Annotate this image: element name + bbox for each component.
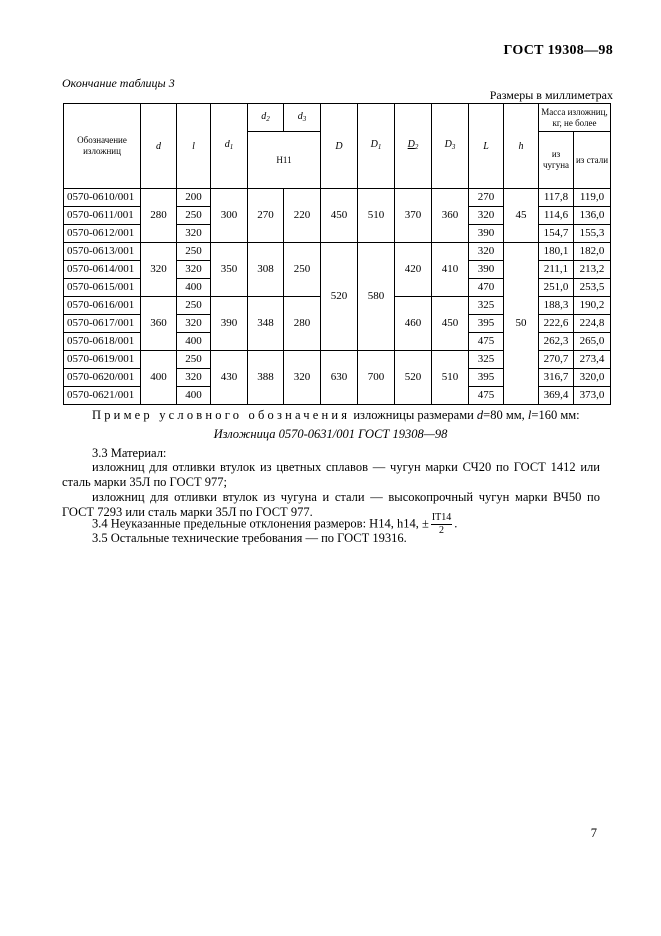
cell-d1: 390 [211,297,248,351]
cell-D2: 370 [395,189,432,243]
example-designation: Изложница 0570-0631/001 ГОСТ 19308—98 [213,427,448,441]
cell-d1: 300 [211,189,248,243]
header-mass: Масса изложниц, кг, не более [539,104,611,132]
cell-D2: 420 [395,243,432,297]
header-d2: $d_2$ [248,104,284,132]
cell-d2: 308 [248,243,284,297]
cell-h: 45 [504,189,539,243]
cell-d3: 280 [284,297,321,351]
cell-l: 250 [177,351,211,369]
section-3-3-paragraph-2: изложниц для отливки втулок из чугуна и стали — высокопрочный чугун марки ВЧ50 по ГОСТ 7293 или сталь марки 35Л по ГОСТ 977. [62,490,600,519]
cell-mass-iron: 251,0 [539,279,574,297]
cell-d3: 320 [284,351,321,405]
header-d: d [141,104,177,189]
cell-d1: 430 [211,351,248,405]
header-L: L [469,104,504,189]
cell-mass-iron: 180,1 [539,243,574,261]
example-d-symbol: d [476,408,484,422]
cell-l: 400 [177,333,211,351]
cell-h: 50 [504,243,539,405]
example-text: изложницы размерами [353,408,474,422]
standard-header: ГОСТ 19308—98 [503,43,613,58]
cell-mass-steel: 155,3 [574,225,611,243]
section-3-3-paragraph-1: изложниц для отливки втулок из цветных сплавов — чугун марки СЧ20 по ГОСТ 1412 или сталь марки 35Л по ГОСТ 977; [62,460,600,489]
fraction-numerator: IT14 [431,512,452,523]
cell-D2: 520 [395,351,432,405]
cell-mass-steel: 320,0 [574,369,611,387]
example-l-value: =160 мм: [531,408,580,422]
cell-l: 200 [177,189,211,207]
cell-code: 0570-0614/001 [64,261,141,279]
cell-code: 0570-0619/001 [64,351,141,369]
table-row [64,189,611,207]
cell-code: 0570-0610/001 [64,189,141,207]
section-3-4-end: . [454,516,458,531]
page-number: 7 [590,826,597,840]
cell-L: 470 [469,279,504,297]
cell-code: 0570-0613/001 [64,243,141,261]
cell-l: 250 [177,243,211,261]
cell-L: 395 [469,369,504,387]
table-body [64,189,611,405]
cell-mass-steel: 253,5 [574,279,611,297]
cell-d: 360 [141,297,177,351]
cell-d: 400 [141,351,177,405]
cell-code: 0570-0620/001 [64,369,141,387]
cell-l: 320 [177,315,211,333]
header-D3: $D_3$ [432,104,469,189]
cell-mass-steel: 136,0 [574,207,611,225]
header-tolerance: Н11 [248,132,321,189]
cell-D1: 580 [358,243,395,351]
cell-d: 280 [141,189,177,243]
cell-L: 270 [469,189,504,207]
cell-code: 0570-0615/001 [64,279,141,297]
cell-mass-iron: 222,6 [539,315,574,333]
cell-mass-steel: 265,0 [574,333,611,351]
cell-l: 400 [177,387,211,405]
cell-D: 450 [321,189,358,243]
cell-mass-iron: 154,7 [539,225,574,243]
cell-mass-iron: 117,8 [539,189,574,207]
cell-code: 0570-0611/001 [64,207,141,225]
cell-code: 0570-0618/001 [64,333,141,351]
cell-d2: 388 [248,351,284,405]
cell-L: 475 [469,387,504,405]
cell-code: 0570-0621/001 [64,387,141,405]
example-l-symbol: l [527,408,532,422]
cell-code: 0570-0616/001 [64,297,141,315]
example-line [92,408,580,423]
dimensions-table [63,103,611,405]
cell-l: 320 [177,225,211,243]
cell-mass-iron: 369,4 [539,387,574,405]
cell-D1: 510 [358,189,395,243]
example-label: Пример условного обозначения [92,408,351,422]
cell-D1: 700 [358,351,395,405]
cell-d1: 350 [211,243,248,297]
cell-code: 0570-0617/001 [64,315,141,333]
cell-L: 395 [469,315,504,333]
units-note: Размеры в миллиметрах [489,88,613,102]
cell-mass-iron: 316,7 [539,369,574,387]
cell-L: 325 [469,351,504,369]
cell-mass-iron: 262,3 [539,333,574,351]
cell-mass-steel: 273,4 [574,351,611,369]
header-designation: Обозначение изложниц [64,104,141,189]
cell-D: 520 [321,243,358,351]
cell-L: 390 [469,225,504,243]
cell-mass-steel: 190,2 [574,297,611,315]
cell-L: 320 [469,207,504,225]
cell-d3: 220 [284,189,321,243]
cell-D2: 460 [395,297,432,351]
header-D2: $D_2$ [395,104,432,189]
header-d3: $d_3$ [284,104,321,132]
cell-D3: 510 [432,351,469,405]
header-mass-iron: из чугуна [539,132,574,189]
table-row [64,243,611,261]
cell-l: 400 [177,279,211,297]
cell-mass-steel: 213,2 [574,261,611,279]
cell-mass-steel: 224,8 [574,315,611,333]
cell-D3: 410 [432,243,469,297]
cell-l: 320 [177,261,211,279]
cell-l: 320 [177,369,211,387]
cell-d2: 270 [248,189,284,243]
cell-d2: 348 [248,297,284,351]
cell-l: 250 [177,207,211,225]
header-mass-steel: из стали [574,132,611,189]
table-header [64,104,611,189]
cell-mass-iron: 188,3 [539,297,574,315]
header-D1: $D_1$ [358,104,395,189]
header-l: l [177,104,211,189]
cell-mass-steel: 182,0 [574,243,611,261]
cell-mass-steel: 373,0 [574,387,611,405]
cell-D: 630 [321,351,358,405]
cell-D3: 450 [432,297,469,351]
cell-mass-steel: 119,0 [574,189,611,207]
section-3-3-title: 3.3 Материал: [92,446,167,460]
header-h: h [504,104,539,189]
cell-d: 320 [141,243,177,297]
cell-L: 325 [469,297,504,315]
cell-l: 250 [177,297,211,315]
cell-L: 390 [469,261,504,279]
cell-L: 320 [469,243,504,261]
cell-D3: 360 [432,189,469,243]
section-3-5: 3.5 Остальные технические требования — по ГОСТ 19316. [92,531,407,545]
cell-code: 0570-0612/001 [64,225,141,243]
tolerance-fraction [431,512,452,537]
cell-mass-iron: 114,6 [539,207,574,225]
cell-L: 475 [469,333,504,351]
table-caption: Окончание таблицы 3 [62,76,175,90]
fraction-denominator: 2 [439,525,445,536]
cell-d3: 250 [284,243,321,297]
header-D: D [321,104,358,189]
header-d1: $d_1$ [211,104,248,189]
example-d-value: =80 мм, [483,408,525,422]
cell-mass-iron: 270,7 [539,351,574,369]
section-3-4-text: 3.4 Неуказанные предельные отклонения размеров: Н14, h14, ± [92,516,429,531]
cell-mass-iron: 211,1 [539,261,574,279]
